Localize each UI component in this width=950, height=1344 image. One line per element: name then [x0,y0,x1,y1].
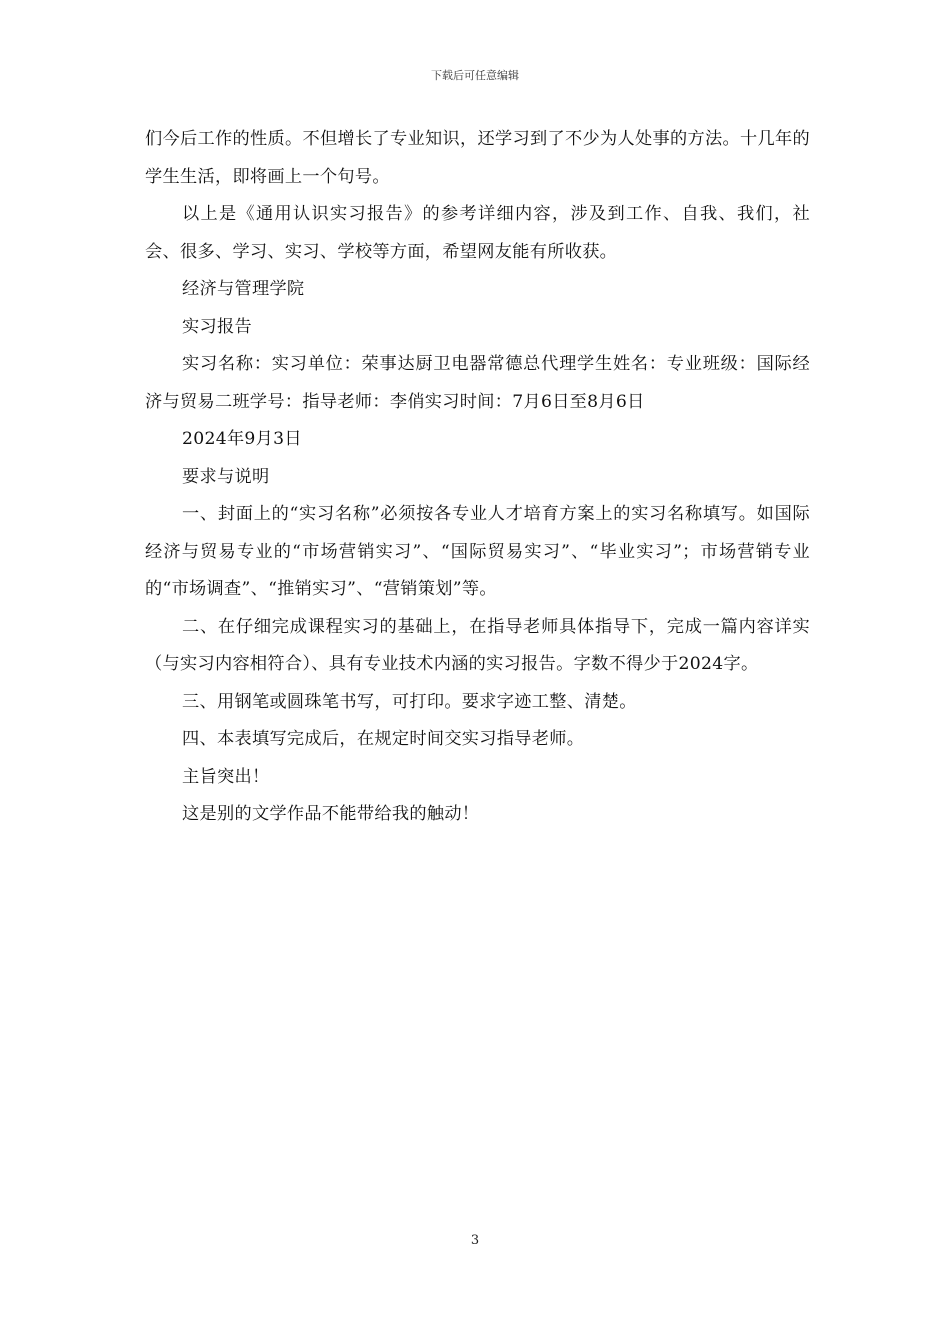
paragraph: 这是别的文学作品不能带给我的触动！ [182,804,480,824]
paragraph-report-info: 实习名称：实习单位：荣事达厨卫电器常德总代理学生姓名：专业班级：国际经济与贸易二班学号：指导老师：李俏实习时间：7月6日至8月6日 [145,354,810,412]
paragraph-requirements-heading: 要求与说明 [182,466,270,487]
paragraph: 以上是《通用认识实习报告》的参考详细内容，涉及到工作、自我、我们，社会、很多、学习、实习、学校等方面，希望网友能有所收获。 [145,204,810,262]
paragraph-requirement-2: 二、在仔细完成课程实习的基础上，在指导老师具体指导下，完成一篇内容详实（与实习内容相符合）、具有专业技术内涵的实习报告。字数不得少于2024字。 [145,616,810,674]
page-number: 3 [470,1233,480,1248]
paragraph-date: 2024年9月3日 [182,429,302,449]
paragraph-school-name: 经济与管理学院 [182,279,305,299]
paragraph: 主旨突出！ [182,766,270,787]
paragraph-requirement-1: 一、封面上的“实习名称”必须按各专业人才培育方案上的实习名称填写。如国际经济与贸易专业的“市场营销实习”、“国际贸易实习”、“毕业实习”；市场营销专业的“市场调查”、“推销实习”、“营销策划”等。 [145,504,810,599]
paragraph-requirement-3: 三、用钢笔或圆珠笔书写，可打印。要求字迹工整、清楚。 [182,691,637,712]
paragraph: 们今后工作的性质。不但增长了专业知识，还学习到了不少为人处事的方法。十几年的学生生活，即将画上一个句号。 [145,129,810,187]
document-body [145,121,810,834]
paragraph-requirement-4: 四、本表填写完成后，在规定时间交实习指导老师。 [182,729,585,749]
page-header-note: 下载后可任意编辑 [431,69,519,82]
paragraph-report-title: 实习报告 [182,316,252,337]
